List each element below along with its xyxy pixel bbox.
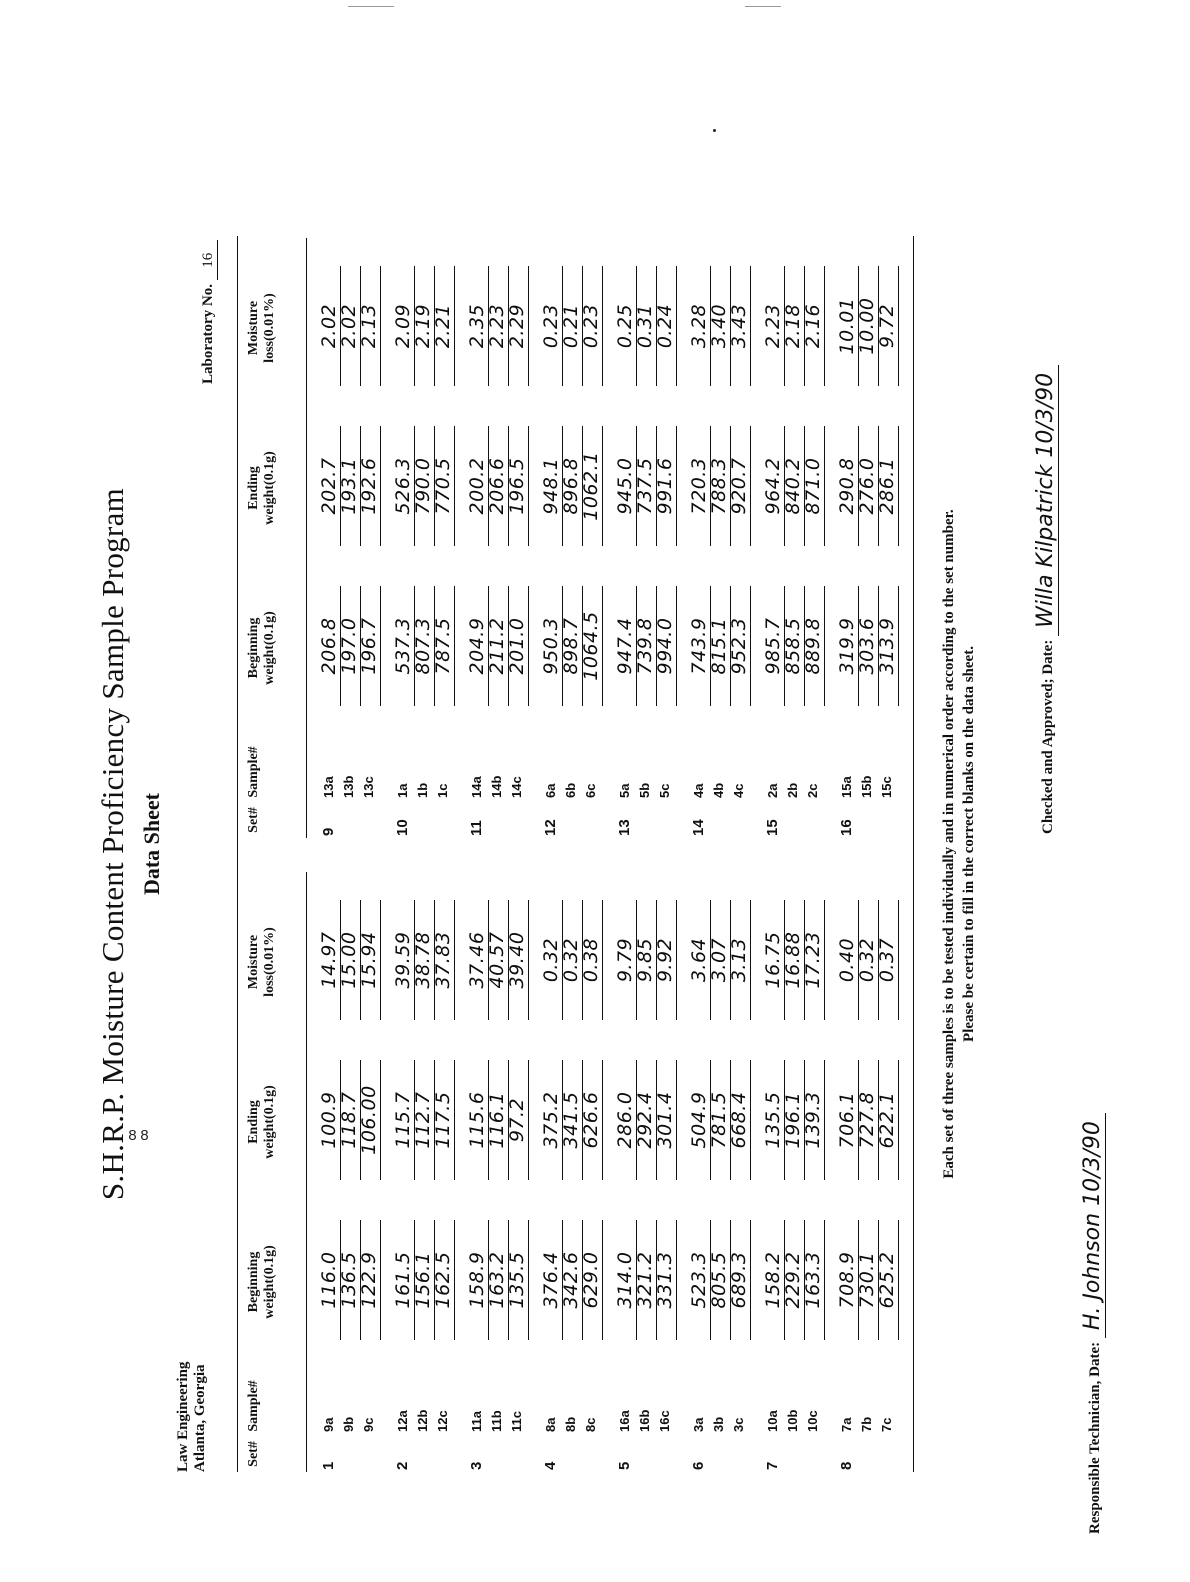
ending-weight-field[interactable]: 202.7 [318, 426, 341, 546]
lab-name-line: Law Engineering [175, 1361, 191, 1472]
sample-id: 6a [543, 783, 558, 798]
col-header-set-line: Set# [246, 1441, 261, 1467]
moisture-loss-field[interactable]: 3.40 [708, 266, 731, 386]
sample-id: 10b [785, 1409, 800, 1432]
moisture-loss-field[interactable]: 2.09 [392, 266, 415, 386]
data-table [237, 236, 914, 1472]
set-group [762, 238, 840, 838]
beginning-weight-field[interactable]: 196.7 [358, 586, 381, 706]
beginning-weight-field[interactable]: 116.0 [318, 1220, 341, 1340]
ending-weight-field[interactable]: 192.6 [358, 426, 381, 546]
moisture-loss-field[interactable]: 2.18 [782, 266, 805, 386]
moisture-loss-field[interactable]: 2.35 [466, 266, 489, 386]
ending-weight-field[interactable]: 196.5 [506, 426, 529, 546]
ending-weight-field[interactable]: 788.3 [708, 426, 731, 546]
sample-id: 13b [341, 775, 356, 798]
beginning-weight-field[interactable]: 1064.5 [580, 586, 603, 706]
sample-id: 13c [361, 776, 376, 798]
ending-weight-field[interactable]: 948.1 [540, 426, 563, 546]
sample-id: 11b [489, 1410, 504, 1432]
col-header-sample [246, 742, 262, 802]
beginning-weight-field[interactable]: 331.3 [654, 1220, 677, 1340]
moisture-loss-field[interactable]: 9.85 [634, 900, 657, 1020]
beginning-weight-field[interactable]: 952.3 [728, 586, 751, 706]
moisture-loss-field[interactable]: 2.21 [432, 266, 455, 386]
col-header-ending [246, 1052, 278, 1192]
beginning-weight-field[interactable]: 629.0 [580, 1220, 603, 1340]
beginning-weight-field[interactable]: 625.2 [876, 1220, 899, 1340]
technician-label: Responsible Technician, Date: [1087, 1341, 1103, 1534]
col-header-moisture-line: Moisture [246, 934, 261, 990]
ending-weight-field[interactable]: 196.1 [782, 1060, 805, 1180]
moisture-loss-field[interactable]: 2.02 [338, 266, 361, 386]
moisture-loss-field[interactable]: 3.07 [708, 900, 731, 1020]
scan-edge-mark [348, 6, 394, 7]
moisture-loss-field[interactable]: 16.88 [782, 900, 805, 1020]
beginning-weight-field[interactable]: 689.3 [728, 1220, 751, 1340]
sample-id: 1a [395, 783, 410, 798]
ending-weight-field[interactable]: 200.2 [466, 426, 489, 546]
sample-id: 4c [731, 783, 746, 798]
moisture-loss-field[interactable]: 0.40 [836, 900, 859, 1020]
instruction-note: Each set of three samples is to be tested individually and in numerical order according to the set number. [941, 509, 957, 1179]
beginning-weight-field[interactable]: 342.6 [560, 1220, 583, 1340]
col-header-beginning-line: Beginning [246, 1251, 261, 1313]
set-group [540, 872, 618, 1472]
sample-id: 14a [469, 776, 484, 798]
beginning-weight-field[interactable]: 537.3 [392, 586, 415, 706]
page-number: 88 [128, 1128, 153, 1145]
set-group [688, 238, 766, 838]
beginning-weight-field[interactable]: 204.9 [466, 586, 489, 706]
set-number: 7 [764, 1461, 781, 1470]
moisture-loss-field[interactable]: 38.78 [412, 900, 435, 1020]
beginning-weight-field[interactable]: 858.5 [782, 586, 805, 706]
set-number: 8 [838, 1461, 855, 1470]
moisture-loss-field[interactable]: 40.57 [486, 900, 509, 1020]
col-header-beginning-line: weight(0.1g) [262, 1245, 277, 1319]
col-header-beginning-line: weight(0.1g) [262, 611, 277, 685]
beginning-weight-field[interactable]: 807.3 [412, 586, 435, 706]
col-header-sample [246, 1376, 262, 1436]
set-number: 5 [616, 1461, 633, 1470]
sample-id: 4b [711, 782, 726, 798]
col-header-beginning [246, 578, 278, 718]
moisture-loss-field[interactable]: 0.25 [614, 266, 637, 386]
ending-weight-field[interactable]: 622.1 [876, 1060, 899, 1180]
sample-id: 14b [489, 775, 504, 798]
col-header-moisture [246, 892, 278, 1032]
beginning-weight-field[interactable]: 197.0 [338, 586, 361, 706]
set-number: 3 [468, 1461, 485, 1470]
moisture-loss-field[interactable]: 2.19 [412, 266, 435, 386]
moisture-loss-field[interactable]: 17.23 [802, 900, 825, 1020]
sample-id: 15a [839, 776, 854, 798]
col-header-sample-line: Sample# [246, 1380, 261, 1432]
table-left-half [238, 872, 913, 1472]
sample-id: 15b [859, 775, 874, 798]
set-group [392, 872, 470, 1472]
set-number: 9 [320, 827, 337, 836]
col-header-set-line: Set# [246, 807, 261, 833]
data-sheet [95, 154, 1165, 1534]
sample-id: 7a [839, 1417, 854, 1432]
ending-weight-field[interactable]: 286.0 [614, 1060, 637, 1180]
beginning-weight-field[interactable]: 898.7 [560, 586, 583, 706]
technician-signature [1080, 1113, 1106, 1534]
sample-id: 12a [395, 1410, 410, 1432]
header-rule [306, 238, 307, 838]
sample-id: 15c [879, 776, 894, 798]
col-header-set [246, 802, 262, 838]
moisture-loss-field[interactable]: 9.72 [876, 266, 899, 386]
col-header-beginning-line: Beginning [246, 617, 261, 679]
moisture-loss-field[interactable]: 3.64 [688, 900, 711, 1020]
col-header-moisture [246, 258, 278, 398]
moisture-loss-field[interactable]: 3.43 [728, 266, 751, 386]
set-number: 4 [542, 1461, 559, 1470]
beginning-weight-field[interactable]: 163.2 [486, 1220, 509, 1340]
ending-weight-field[interactable]: 301.4 [654, 1060, 677, 1180]
beginning-weight-field[interactable]: 158.9 [466, 1220, 489, 1340]
moisture-loss-field[interactable]: 0.37 [876, 900, 899, 1020]
lab-number-label: Laboratory No. [200, 284, 216, 384]
moisture-loss-field[interactable]: 9.92 [654, 900, 677, 1020]
beginning-weight-field[interactable]: 994.0 [654, 586, 677, 706]
sample-id: 2c [805, 783, 820, 798]
beginning-weight-field[interactable]: 319.9 [836, 586, 859, 706]
moisture-loss-field[interactable]: 2.23 [486, 266, 509, 386]
ending-weight-field[interactable]: 781.5 [708, 1060, 731, 1180]
beginning-weight-field[interactable]: 889.8 [802, 586, 825, 706]
sample-id: 1b [415, 782, 430, 798]
moisture-loss-field[interactable]: 2.16 [802, 266, 825, 386]
ending-weight-field[interactable]: 139.3 [802, 1060, 825, 1180]
sample-id: 16a [617, 1410, 632, 1432]
col-header-moisture-line: Moisture [246, 300, 261, 356]
col-header-beginning [246, 1212, 278, 1352]
set-number: 15 [764, 819, 781, 836]
moisture-loss-field[interactable]: 14.97 [318, 900, 341, 1020]
col-header-ending-line: weight(0.1g) [262, 1085, 277, 1159]
sample-id: 7c [879, 1417, 894, 1432]
approved-field[interactable]: Willa Kilpatrick 10/3/90 [1033, 365, 1059, 636]
moisture-loss-field[interactable]: 0.32 [560, 900, 583, 1020]
beginning-weight-field[interactable]: 122.9 [358, 1220, 381, 1340]
ending-weight-field[interactable]: 115.6 [466, 1060, 489, 1180]
sample-id: 3a [691, 1417, 706, 1432]
sample-id: 16b [637, 1409, 652, 1432]
set-group [466, 238, 544, 838]
ending-weight-field[interactable]: 341.5 [560, 1060, 583, 1180]
sample-id: 8a [543, 1417, 558, 1432]
sample-id: 6b [563, 782, 578, 798]
ending-weight-field[interactable]: 668.4 [728, 1060, 751, 1180]
set-group [836, 872, 914, 1472]
sample-id: 5a [617, 783, 632, 798]
sample-id: 8b [563, 1416, 578, 1432]
ending-weight-field[interactable]: 97.2 [506, 1060, 529, 1180]
beginning-weight-field[interactable]: 135.5 [506, 1220, 529, 1340]
instruction-note: Please be certain to fill in the correct blanks on the data sheet. [961, 646, 977, 1042]
ending-weight-field[interactable]: 706.1 [836, 1060, 859, 1180]
table-right-half [238, 238, 913, 838]
beginning-weight-field[interactable]: 805.5 [708, 1220, 731, 1340]
beginning-weight-field[interactable]: 321.2 [634, 1220, 657, 1340]
ending-weight-field[interactable]: 292.4 [634, 1060, 657, 1180]
sample-id: 12b [415, 1409, 430, 1432]
ending-weight-field[interactable]: 115.7 [392, 1060, 415, 1180]
beginning-weight-field[interactable]: 376.4 [540, 1220, 563, 1340]
sample-id: 5c [657, 783, 672, 798]
beginning-weight-field[interactable]: 211.2 [486, 586, 509, 706]
set-group [540, 238, 618, 838]
ending-weight-field[interactable]: 920.7 [728, 426, 751, 546]
moisture-loss-field[interactable]: 0.31 [634, 266, 657, 386]
sample-id: 4a [691, 783, 706, 798]
set-number: 12 [542, 819, 559, 836]
moisture-loss-field[interactable]: 2.29 [506, 266, 529, 386]
moisture-loss-field[interactable]: 0.38 [580, 900, 603, 1020]
moisture-loss-field[interactable]: 10.01 [836, 266, 859, 386]
sample-id: 3b [711, 1416, 726, 1432]
sample-id: 5b [637, 782, 652, 798]
ending-weight-field[interactable]: 116.1 [486, 1060, 509, 1180]
moisture-loss-field[interactable]: 2.13 [358, 266, 381, 386]
set-group [762, 872, 840, 1472]
ending-weight-field[interactable]: 290.8 [836, 426, 859, 546]
set-number: 16 [838, 819, 855, 836]
col-header-set [246, 1436, 262, 1472]
moisture-loss-field[interactable]: 39.59 [392, 900, 415, 1020]
moisture-loss-field[interactable]: 9.79 [614, 900, 637, 1020]
ending-weight-field[interactable]: 375.2 [540, 1060, 563, 1180]
beginning-weight-field[interactable]: 162.5 [432, 1220, 455, 1340]
set-group [318, 872, 396, 1472]
ending-weight-field[interactable]: 770.5 [432, 426, 455, 546]
sample-id: 9b [341, 1416, 356, 1432]
ending-weight-field[interactable]: 871.0 [802, 426, 825, 546]
col-header-moisture-line: loss(0.01%) [262, 927, 277, 997]
ending-weight-field[interactable]: 504.9 [688, 1060, 711, 1180]
set-group [466, 872, 544, 1472]
beginning-weight-field[interactable]: 708.9 [836, 1220, 859, 1340]
ending-weight-field[interactable]: 206.6 [486, 426, 509, 546]
moisture-loss-field[interactable]: 3.28 [688, 266, 711, 386]
moisture-loss-field[interactable]: 2.23 [762, 266, 785, 386]
ending-weight-field[interactable]: 118.7 [338, 1060, 361, 1180]
page-subtitle: Data Sheet [139, 792, 164, 896]
set-group [392, 238, 470, 838]
sample-id: 6c [583, 783, 598, 798]
sample-id: 16c [657, 1410, 672, 1432]
beginning-weight-field[interactable]: 163.3 [802, 1220, 825, 1340]
beginning-weight-field[interactable]: 947.4 [614, 586, 637, 706]
moisture-loss-field[interactable]: 39.40 [506, 900, 529, 1020]
set-number: 13 [616, 819, 633, 836]
beginning-weight-field[interactable]: 229.2 [782, 1220, 805, 1340]
sample-id: 10a [765, 1410, 780, 1432]
col-header-ending-line: Ending [246, 466, 261, 510]
technician-field[interactable]: H. Johnson 10/3/90 [1080, 1113, 1106, 1338]
ending-weight-field[interactable]: 1062.1 [580, 426, 603, 546]
beginning-weight-field[interactable]: 950.3 [540, 586, 563, 706]
sample-id: 8c [583, 1417, 598, 1432]
page-title: S.H.R.P. Moisture Content Proficiency Sample Program [95, 487, 130, 1201]
beginning-weight-field[interactable]: 815.1 [708, 586, 731, 706]
beginning-weight-field[interactable]: 201.0 [506, 586, 529, 706]
moisture-loss-field[interactable]: 0.23 [580, 266, 603, 386]
set-group [614, 238, 692, 838]
sample-id: 12c [435, 1410, 450, 1432]
ending-weight-field[interactable]: 727.8 [856, 1060, 879, 1180]
ending-weight-field[interactable]: 720.3 [688, 426, 711, 546]
beginning-weight-field[interactable]: 787.5 [432, 586, 455, 706]
set-group [688, 872, 766, 1472]
sample-id: 11a [469, 1411, 484, 1432]
scan-edge-mark [745, 6, 781, 7]
ending-weight-field[interactable]: 991.6 [654, 426, 677, 546]
ending-weight-field[interactable]: 100.9 [318, 1060, 341, 1180]
beginning-weight-field[interactable]: 156.1 [412, 1220, 435, 1340]
sample-id: 9a [321, 1417, 336, 1432]
ending-weight-field[interactable]: 626.6 [580, 1060, 603, 1180]
beginning-weight-field[interactable]: 985.7 [762, 586, 785, 706]
ending-weight-field[interactable]: 286.1 [876, 426, 899, 546]
moisture-loss-field[interactable]: 0.32 [856, 900, 879, 1020]
col-header-moisture-line: loss(0.01%) [262, 293, 277, 363]
beginning-weight-field[interactable]: 314.0 [614, 1220, 637, 1340]
col-header-ending-line: Ending [246, 1100, 261, 1144]
set-number: 14 [690, 819, 707, 836]
beginning-weight-field[interactable]: 739.8 [634, 586, 657, 706]
header-rule [306, 872, 307, 1472]
beginning-weight-field[interactable]: 136.5 [338, 1220, 361, 1340]
beginning-weight-field[interactable]: 303.6 [856, 586, 879, 706]
sample-id: 7b [859, 1416, 874, 1432]
moisture-loss-field[interactable]: 10.00 [856, 266, 879, 386]
ending-weight-field[interactable]: 790.0 [412, 426, 435, 546]
moisture-loss-field[interactable]: 0.21 [560, 266, 583, 386]
beginning-weight-field[interactable]: 730.1 [856, 1220, 879, 1340]
beginning-weight-field[interactable]: 313.9 [876, 586, 899, 706]
lab-number-field[interactable]: 16 [200, 240, 218, 280]
beginning-weight-field[interactable]: 206.8 [318, 586, 341, 706]
sample-id: 2b [785, 782, 800, 798]
sample-id: 9c [361, 1417, 376, 1432]
moisture-loss-field[interactable]: 0.32 [540, 900, 563, 1020]
ending-weight-field[interactable]: 526.3 [392, 426, 415, 546]
ending-weight-field[interactable]: 896.8 [560, 426, 583, 546]
col-header-sample-line: Sample# [246, 746, 261, 798]
col-header-ending [246, 418, 278, 558]
ending-weight-field[interactable]: 276.0 [856, 426, 879, 546]
lab-number [200, 240, 218, 384]
stray-dot [713, 129, 716, 132]
set-group [614, 872, 692, 1472]
set-number: 11 [468, 820, 485, 836]
ending-weight-field[interactable]: 117.5 [432, 1060, 455, 1180]
approval-signature [1033, 365, 1059, 834]
moisture-loss-field[interactable]: 37.83 [432, 900, 455, 1020]
ending-weight-field[interactable]: 193.1 [338, 426, 361, 546]
moisture-loss-field[interactable]: 16.75 [762, 900, 785, 1020]
ending-weight-field[interactable]: 135.5 [762, 1060, 785, 1180]
set-number: 6 [690, 1461, 707, 1470]
col-header-ending-line: weight(0.1g) [262, 451, 277, 525]
ending-weight-field[interactable]: 112.7 [412, 1060, 435, 1180]
approved-label: Checked and Approved; Date: [1040, 639, 1056, 834]
set-group [318, 238, 396, 838]
moisture-loss-field[interactable]: 15.94 [358, 900, 381, 1020]
lab-name [175, 1362, 209, 1472]
sample-id: 13a [321, 776, 336, 798]
moisture-loss-field[interactable]: 15.00 [338, 900, 361, 1020]
lab-location-line: Atlanta, Georgia [192, 1364, 208, 1472]
set-number: 1 [320, 1461, 337, 1470]
set-number: 10 [394, 819, 411, 836]
sample-id: 10c [805, 1410, 820, 1432]
ending-weight-field[interactable]: 737.5 [634, 426, 657, 546]
ending-weight-field[interactable]: 106.00 [358, 1060, 381, 1180]
moisture-loss-field[interactable]: 0.23 [540, 266, 563, 386]
sample-id: 3c [731, 1417, 746, 1432]
sample-id: 11c [509, 1411, 524, 1432]
sample-id: 14c [509, 776, 524, 798]
sample-id: 2a [765, 783, 780, 798]
moisture-loss-field[interactable]: 3.13 [728, 900, 751, 1020]
ending-weight-field[interactable]: 964.2 [762, 426, 785, 546]
beginning-weight-field[interactable]: 161.5 [392, 1220, 415, 1340]
beginning-weight-field[interactable]: 743.9 [688, 586, 711, 706]
set-group [836, 238, 914, 838]
ending-weight-field[interactable]: 840.2 [782, 426, 805, 546]
moisture-loss-field[interactable]: 37.46 [466, 900, 489, 1020]
beginning-weight-field[interactable]: 158.2 [762, 1220, 785, 1340]
moisture-loss-field[interactable]: 2.02 [318, 266, 341, 386]
sample-id: 1c [435, 783, 450, 798]
moisture-loss-field[interactable]: 0.24 [654, 266, 677, 386]
ending-weight-field[interactable]: 945.0 [614, 426, 637, 546]
beginning-weight-field[interactable]: 523.3 [688, 1220, 711, 1340]
set-number: 2 [394, 1461, 411, 1470]
